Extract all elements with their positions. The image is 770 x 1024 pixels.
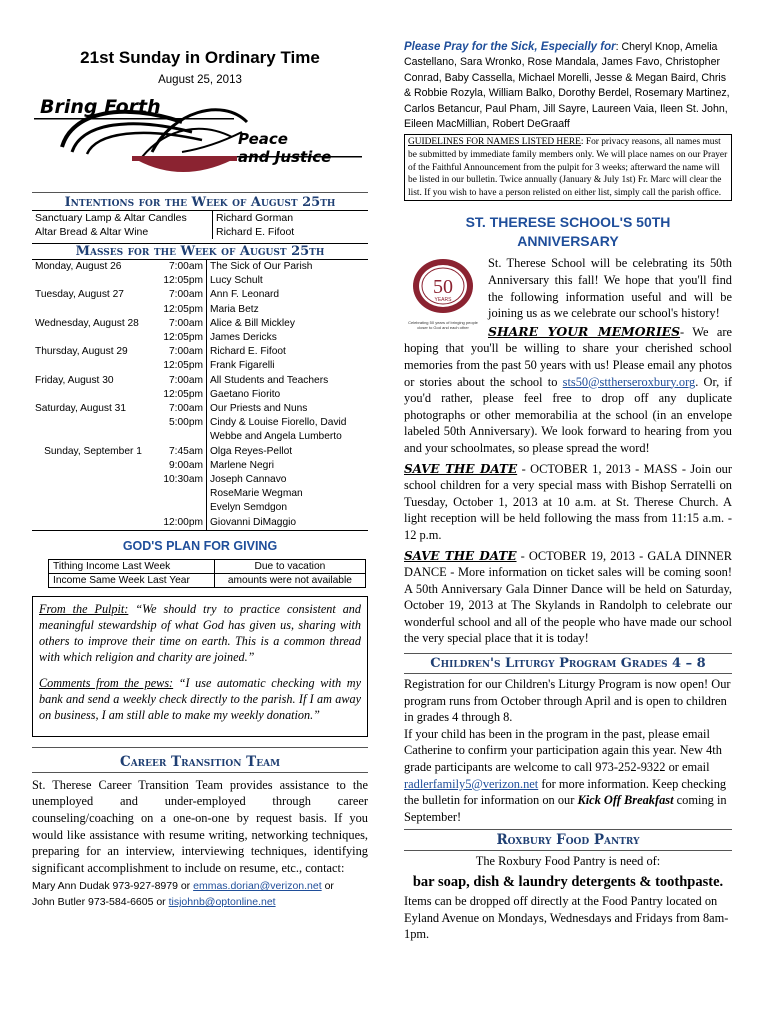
mass-row: [32, 487, 368, 501]
save-date-mass-text: - OCTOBER 1, 2013 - MASS - Join our school children for a very special mass with Bishop Serratelli on Tuesday, October 1, 2013 at 10 a.m. at St. Therese Church. A light reception will be held following the mass from 11:15 a.m. - 12 p.m.: [404, 461, 732, 542]
mass-time: 7:00am: [154, 402, 207, 416]
mass-day: Monday, August 26: [35, 261, 122, 272]
mass-row: [32, 345, 368, 359]
career-contact-2-text: John Butler 973-584-6605 or: [32, 896, 169, 909]
pantry-dropoff: Items can be dropped off directly at the Food Pantry located on Eyland Avenue on Mondays, Wednesdays and Fridays from 8am- 1pm.: [404, 894, 729, 942]
mass-day: [32, 516, 154, 531]
mass-day: Wednesday, August 28: [35, 317, 139, 329]
mass-time: 7:00am: [154, 288, 207, 302]
mass-day: Saturday, August 31: [35, 403, 126, 415]
mass-day: [32, 501, 154, 515]
intention-name: Richard E. Fifoot: [216, 226, 295, 238]
career-contact-2-email-link[interactable]: tisjohnb@optonline.net: [168, 896, 276, 909]
mass-row: [32, 317, 368, 331]
pulpit-text: “We should try to practice consistent and meaningful stewardship of what God has given us, sharing with others to improve their time on earth. This is a common thread with which religion and charity are joined.”: [39, 601, 361, 664]
page-title: 21st Sunday in Ordinary Time: [80, 48, 320, 67]
mass-time: 12:05pm: [154, 359, 207, 373]
mass-day: [32, 416, 154, 430]
mass-intention: Joseph Cannavo: [210, 474, 287, 486]
mass-time: 7:45am: [154, 445, 207, 459]
pews-quote: [39, 675, 361, 723]
mass-time: 12:05pm: [154, 331, 207, 345]
mass-intention: Lucy Schult: [210, 275, 263, 287]
mass-time: [154, 487, 207, 501]
mass-time: 7:00am: [154, 374, 207, 388]
mass-row: [32, 459, 368, 473]
intention-item: Sanctuary Lamp & Altar Candles: [32, 211, 213, 226]
giving-row2-value: amounts were not available: [214, 573, 365, 587]
mass-intention: Richard E. Fifoot: [210, 346, 286, 358]
mass-row: [32, 445, 368, 459]
mass-row: [32, 388, 368, 402]
mass-intention: Alice & Bill Mickley: [210, 317, 295, 329]
anniversary-seal: [404, 257, 482, 331]
mass-day: [32, 359, 154, 373]
prayer-list: [404, 40, 732, 132]
mass-time: 7:00am: [154, 345, 207, 359]
prayer-names: : Cheryl Knop, Amelia Castellano, Sara Wronko, Rose Mandala, James Favo, Christopher Conrad, Baby Cassella, Michael Morelli, Jesse & Megan Baird, Chris & Robbie Rozyla, William Balko, Dorothy Berdel, Rosemary Martinez, Carlos Betancur, Paul Pham, Jill Sayre, Laureen Vaia, Ileen St. John, Eileen MacMillian, Robert DeGraaff: [404, 41, 730, 131]
intentions-table: [32, 210, 368, 239]
anniversary-seal-graphic: [404, 257, 482, 315]
mass-day: Thursday, August 29: [35, 346, 128, 358]
guidelines-box: [404, 134, 732, 201]
pantry-items: bar soap, dish & laundry detergents & toothpaste.: [412, 874, 724, 890]
mass-time: [154, 430, 207, 444]
mass-day: [32, 303, 154, 317]
mass-intention: James Dericks: [210, 332, 277, 344]
mass-time: [154, 501, 207, 515]
mass-row: [32, 274, 368, 288]
mass-time: 12:05pm: [154, 274, 207, 288]
mass-time: 5:00pm: [154, 416, 207, 430]
mass-row: [32, 473, 368, 487]
save-date-gala: [404, 548, 732, 648]
mass-row: [32, 402, 368, 416]
career-contact-1-text: Mary Ann Dudak 973-927-8979 or: [32, 880, 194, 893]
mass-row: [32, 501, 368, 515]
mass-day: [32, 487, 154, 501]
intention-name: Richard Gorman: [216, 212, 294, 224]
mass-time: 12:00pm: [154, 516, 207, 531]
giving-table: [48, 559, 366, 588]
save-date-mass-label: SAVE THE DATE: [404, 461, 518, 476]
pulpit-quote: [39, 601, 361, 665]
mass-day: [32, 331, 154, 345]
career-contact-1-or: or: [321, 880, 334, 893]
mass-intention: RoseMarie Wegman: [210, 488, 303, 500]
right-column: [404, 40, 732, 943]
logo-text-justice: and Justice: [238, 148, 332, 166]
mass-day: [32, 459, 154, 473]
school-share-memories: [404, 324, 732, 457]
mass-row: [32, 359, 368, 373]
intention-row: [32, 211, 368, 226]
mass-time: 9:00am: [154, 459, 207, 473]
mass-row: [32, 331, 368, 345]
save-date-gala-label: SAVE THE DATE: [404, 548, 517, 563]
mass-intention: Our Priests and Nuns: [210, 403, 308, 415]
liturgy-p2-text: If your child has been in the program in the past, please email Catherine to confirm your participation again this year. New 4th grade participants are welcome to call 973-252-9322 or email: [404, 726, 722, 775]
school-intro: St. Therese School will be celebrating its 50th Anniversary this fall! We hope that you'll find the following information useful and will be joining us as we celebrate our school's history!: [488, 256, 732, 321]
share-memories-text-1: - We are hoping that you'll be willing to share your cherished school memories from the past 50 years with us! Please email any photos or stories about the school to: [404, 324, 732, 389]
intention-item: Altar Bread & Altar Wine: [32, 225, 213, 239]
logo-text-bring-forth: Bring Forth: [40, 96, 161, 118]
intentions-heading: Intentions for the Week of August 25th: [64, 195, 336, 210]
mass-time: 7:00am: [154, 317, 207, 331]
mass-row: [32, 374, 368, 388]
mass-intention: Gaetano Fiorito: [210, 388, 281, 400]
mass-day: [32, 473, 154, 487]
mass-time: 7:00am: [154, 260, 207, 275]
mass-intention: Webbe and Angela Lumberto: [210, 431, 342, 443]
logo-text-peace: Peace: [238, 130, 288, 148]
masses-table: [32, 259, 368, 531]
guidelines-text: : For privacy reasons, all names must be submitted by immediate family members only. We will place names on our Prayer of the Faithful Announcement from the pulpit for 3 weeks; afterward the name will be listed in our bulletin. Twice annually (January & July 1st) Fr. Marc will clear the list. If you wish to have a person relisted on either list, simply call the parish office.: [408, 137, 728, 198]
share-memories-text-2: . Or, if you'd rather, please feel free to drop off any duplicate photographs or other memorabilia at the school (in an envelope labeled 50th Anniversary). We look forward to hearing from you and your schoolmates, so please spread the word!: [404, 374, 732, 455]
pews-label: Comments from the pews:: [39, 675, 174, 690]
mass-day: Tuesday, August 27: [35, 289, 124, 301]
mass-intention: Olga Reyes-Pellot: [210, 445, 293, 457]
pantry-need: The Roxbury Food Pantry is need of:: [475, 854, 661, 869]
liturgy-p1: Registration for our Children's Liturgy Program is now open! Our program runs from October through April and is open to children in grades 4 through 8.: [404, 677, 731, 725]
save-date-gala-text: - OCTOBER 19, 2013 - GALA DINNER DANCE - More information on ticket sales will be coming soon! A 50th Anniversary Gala Dinner Dance will be held on Saturday, October 19, 2013 at The Skylands in Randolph to celebrate our wonderful school and all of the people who have made our school the very special place that it is today!: [404, 548, 733, 646]
pews-text: “I use automatic checking with my bank and send a weekly check directly to the parish. If I am away on business, I am still able to make my weekly donation.”: [39, 675, 361, 722]
giving-row1-value: Due to vacation: [214, 559, 365, 573]
school-section: [404, 255, 732, 647]
masses-heading: Masses for the Week of August 25th: [32, 243, 368, 259]
share-memories-email-link[interactable]: sts50@sttherseroxbury.org: [562, 374, 696, 389]
career-body: St. Therese Career Transition Team provides assistance to the unemployed and under-employed through career counseling/coaching on a one-on-one by request basis. If you would like assistance with resume writing, networking techniques, preparing for an interview, interviewing techniques, identifying significant accomplishment to include on resume, etc., contact:: [32, 777, 368, 875]
seal-number-text: 50: [433, 276, 453, 299]
mass-intention: All Students and Teachers: [210, 374, 329, 386]
guidelines-label: GUIDELINES FOR NAMES LISTED HERE: [408, 137, 581, 148]
mass-intention: Giovanni DiMaggio: [210, 516, 297, 528]
giving-heading: GOD'S PLAN FOR GIVING: [122, 538, 278, 553]
mass-time: 12:05pm: [154, 388, 207, 402]
giving-row1-label: Tithing Income Last Week: [49, 559, 215, 573]
school-heading: ST. THERESE SCHOOL'S 50TH ANNIVERSARY: [465, 214, 671, 250]
bring-forth-logo: [32, 92, 368, 190]
prayer-heading: Please Pray for the Sick, Especially for: [404, 41, 616, 53]
liturgy-p2-mid: for more information. Keep checking the bulletin for information on our: [404, 776, 727, 808]
save-date-mass: [404, 461, 732, 544]
bulletin-date: August 25, 2013: [158, 74, 242, 86]
mass-row: [32, 430, 368, 444]
mass-row: [32, 288, 368, 302]
mass-row: [32, 416, 368, 430]
mass-intention: Ann F. Leonard: [210, 289, 280, 301]
mass-intention: Maria Betz: [210, 303, 259, 315]
mass-intention: Cindy & Louise Fiorello, David: [210, 417, 347, 429]
mass-row: [32, 303, 368, 317]
giving-row2-label: Income Same Week Last Year: [49, 573, 215, 587]
mass-row: [32, 516, 368, 531]
pulpit-box: [32, 596, 368, 737]
mass-time: 12:05pm: [154, 303, 207, 317]
mass-day: Sunday, September 1: [44, 445, 142, 457]
mass-day: [32, 274, 154, 288]
liturgy-heading: Children's Liturgy Program Grades 4 – 8: [430, 656, 706, 672]
career-contact-1-email-link[interactable]: emmas.dorian@verizon.net: [193, 880, 322, 893]
share-memories-label: SHARE YOUR MEMORIES: [488, 323, 681, 339]
mass-day: [32, 388, 154, 402]
mass-intention: Frank Figarelli: [210, 360, 275, 372]
kick-off-breakfast: Kick Off Breakfast: [577, 793, 674, 808]
mass-day: Friday, August 30: [35, 374, 114, 386]
mass-time: 10:30am: [154, 473, 207, 487]
liturgy-p2-post: coming in September!: [404, 793, 727, 824]
career-contact-1: [32, 878, 368, 894]
mass-intention: Marlene Negri: [210, 459, 274, 471]
mass-day: [32, 430, 154, 444]
pulpit-label: From the Pulpit:: [39, 601, 129, 616]
pantry-heading: Roxbury Food Pantry: [496, 832, 640, 849]
liturgy-p2: [404, 726, 732, 826]
mass-row: [32, 260, 368, 275]
mass-intention: The Sick of Our Parish: [210, 261, 313, 272]
intention-row: [32, 225, 368, 239]
liturgy-email-link[interactable]: radlerfamily5@verizon.net: [404, 776, 539, 791]
career-heading: Career Transition Team: [119, 753, 281, 770]
mass-intention: Evelyn Semdgon: [210, 502, 288, 514]
seal-word-text: YEARS: [434, 297, 452, 304]
seal-caption: Celebrating 50 years of bringing people closer to God and each other: [408, 320, 478, 331]
career-contact-2: [32, 894, 368, 910]
left-column: [32, 40, 368, 910]
